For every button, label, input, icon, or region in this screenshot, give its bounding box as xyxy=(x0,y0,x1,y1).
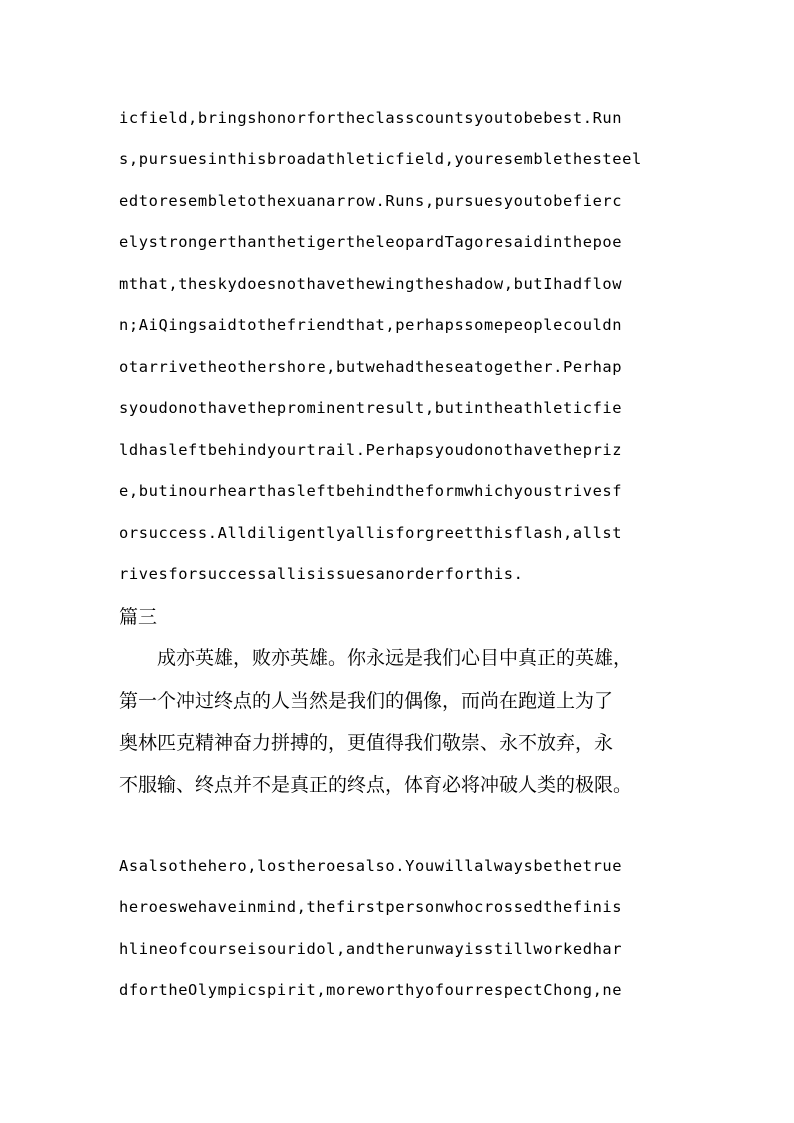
text-line: dfortheOlympicspirit,moreworthyofourrespectChong,ne xyxy=(119,981,623,999)
text-line: 第一个冲过终点的人当然是我们的偶像，而尚在跑道上为了 xyxy=(119,690,614,712)
text-line: syoudonothavetheprominentresult,butintheathleticfie xyxy=(119,399,623,417)
text-line: elystrongerthanthetigertheleopardTagoresaidinthepoe xyxy=(119,233,623,251)
text-line: orsuccess.Alldiligentlyallisforgreetthisflash,allst xyxy=(119,524,623,542)
text-line: 成亦英雄，败亦英雄。你永远是我们心目中真正的英雄， xyxy=(119,647,633,669)
text-line: ldhasleftbehindyourtrail.Perhapsyoudonothavethepriz xyxy=(119,441,623,459)
text-line: n;AiQingsaidtothefriendthat,perhapssomepeoplecouldn xyxy=(119,316,623,334)
text-line: e,butinourhearthasleftbehindtheformwhichyoustrivesf xyxy=(119,482,623,500)
text-line: 不服输、终点并不是真正的终点，体育必将冲破人类的极限。 xyxy=(119,774,633,796)
text-line: icfield,bringshonorfortheclasscountsyoutobebest.Run xyxy=(119,109,623,127)
text-line: mthat,theskydoesnothavethewingtheshadow,butIhadflow xyxy=(119,275,623,293)
text-line: edtoresembletothexuanarrow.Runs,pursuesyoutobefierc xyxy=(119,192,623,210)
text-line: rivesforsuccessallisissuesanorderforthis. xyxy=(119,565,524,583)
text-line: s,pursuesinthisbroadathleticfield,youresemblethesteel xyxy=(119,150,642,168)
text-line: hlineofcourseisouridol,andtherunwayisstillworkedhar xyxy=(119,940,623,958)
text-line: heroeswehaveinmind,thefirstpersonwhocrossedthefinis xyxy=(119,898,623,916)
section-heading: 篇三 xyxy=(119,606,158,628)
text-line: 奥林匹克精神奋力拼搏的，更值得我们敬崇、永不放弃，永 xyxy=(119,732,614,754)
text-line: otarrivetheothershore,butwehadtheseatogether.Perhap xyxy=(119,358,623,376)
text-line: Asalsothehero,lostheroesalso.Youwillalwaysbethetrue xyxy=(119,857,623,875)
